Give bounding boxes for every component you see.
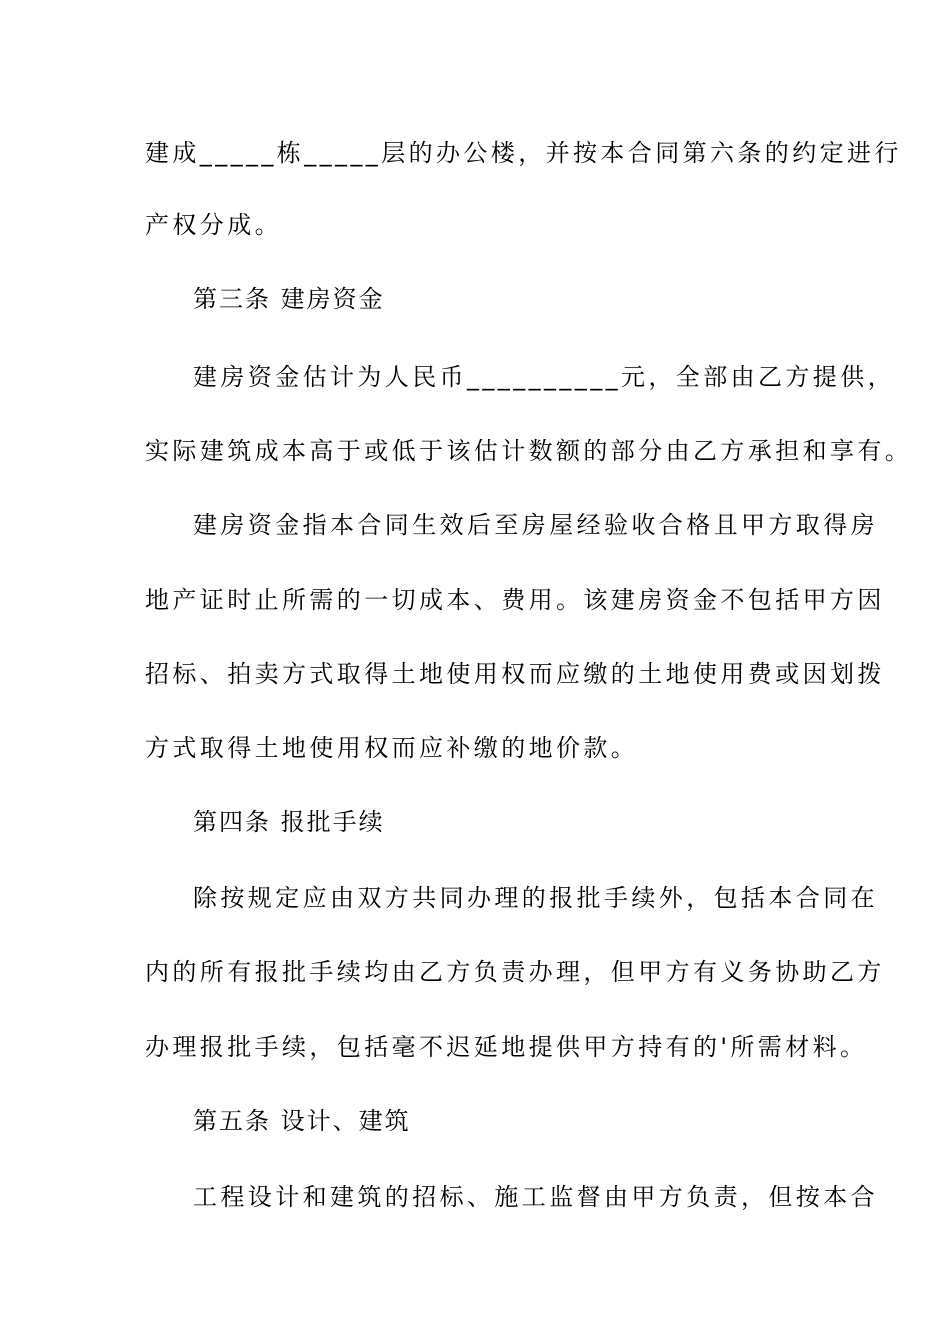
body-text-line: 建房资金指本合同生效后至房屋经验收合格且甲方取得房: [193, 511, 878, 539]
body-text-line: 办理报批手续，包括毫不迟延地提供甲方持有的'所需材料。: [145, 1033, 868, 1061]
body-text-line: 实际建筑成本高于或低于该估计数额的部分由乙方承担和享有。: [145, 437, 913, 465]
body-text-line: 除按规定应由双方共同办理的报批手续外，包括本合同在: [193, 884, 878, 912]
body-text-line: 工程设计和建筑的招标、施工监督由甲方负责，但按本合: [193, 1183, 878, 1211]
body-text-line: 方式取得土地使用权而应补缴的地价款。: [145, 734, 639, 762]
section-heading-article-4: 第四条 报批手续: [193, 808, 385, 836]
body-text-line: 招标、拍卖方式取得土地使用权而应缴的土地使用费或因划拨: [145, 660, 885, 688]
body-text-line: 内的所有报批手续均由乙方负责办理，但甲方有义务协助乙方: [145, 958, 885, 986]
body-text-line: 产权分成。: [145, 211, 282, 239]
section-heading-article-3: 第三条 建房资金: [193, 285, 385, 313]
body-text-line: 建房资金估计为人民币__________元，全部由乙方提供，: [193, 363, 895, 391]
section-heading-article-5: 第五条 设计、建筑: [193, 1107, 411, 1135]
body-text-line: 建成_____栋_____层的办公楼，并按本合同第六条的约定进行: [145, 139, 902, 167]
body-text-line: 地产证时止所需的一切成本、费用。该建房资金不包括甲方因: [145, 586, 885, 614]
